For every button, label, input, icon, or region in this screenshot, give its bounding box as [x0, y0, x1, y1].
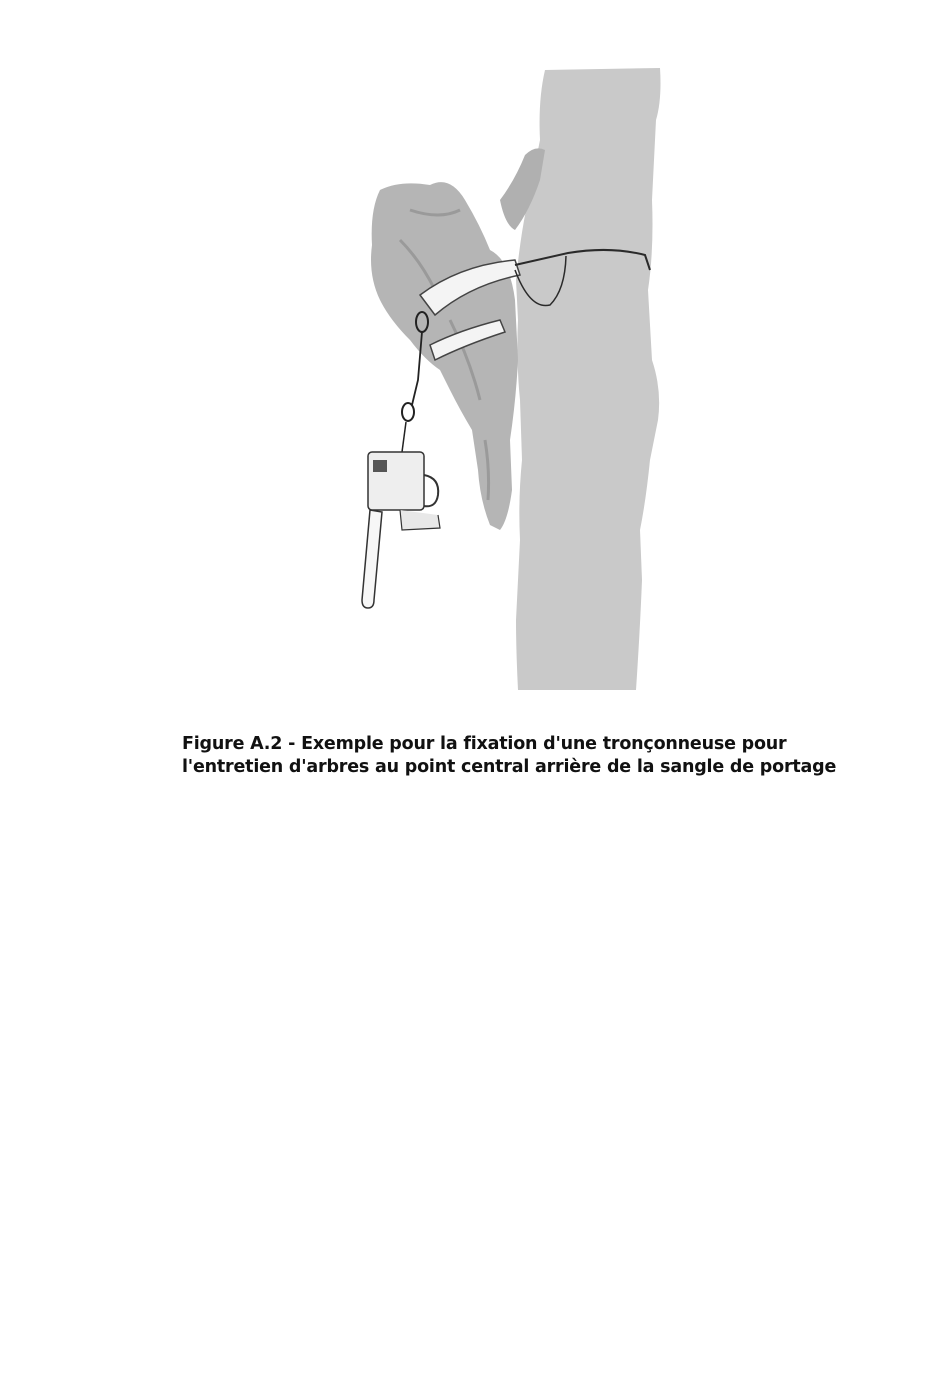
- caption-line-1: Figure A.2 - Exemple pour la fixation d'une tronçonneuse pour: [182, 734, 787, 754]
- chainsaw-handle: [424, 475, 438, 506]
- caption-line-2: l'entretien d'arbres au point central arrière de la sangle de portage: [182, 757, 837, 777]
- figure-caption: [182, 733, 882, 779]
- illustration-tree-climber-chainsaw: [340, 60, 680, 700]
- illustration-canvas: [340, 60, 680, 700]
- chainsaw-bar: [362, 510, 382, 608]
- chainsaw-base: [400, 510, 440, 530]
- tether-lower: [402, 422, 406, 452]
- chainsaw-decal: [373, 460, 387, 472]
- tether-snap-hook: [402, 403, 414, 421]
